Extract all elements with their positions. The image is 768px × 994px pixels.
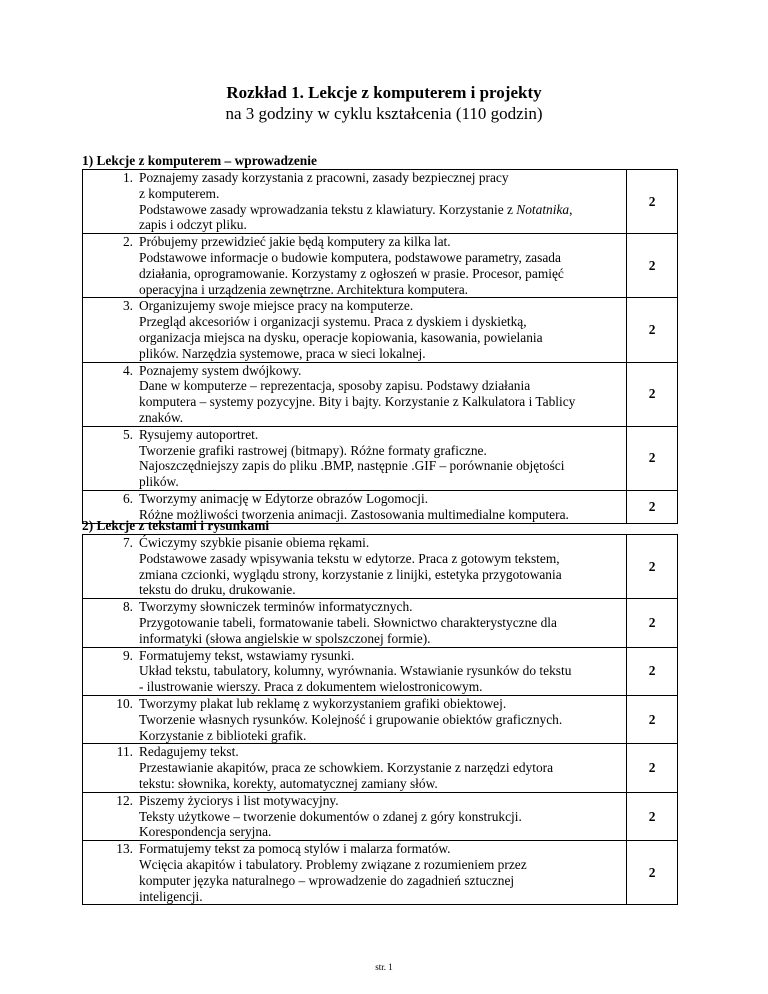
lesson-title: Formatujemy tekst za pomocą stylów i malarza formatów.: [139, 841, 451, 857]
lesson-row: [83, 792, 678, 840]
lesson-description: [83, 234, 627, 298]
lesson-description: [83, 695, 627, 743]
lesson-number: 4.: [122, 362, 133, 378]
lesson-hours: 2: [627, 841, 678, 905]
lesson-description: [83, 535, 627, 599]
lesson-text-part: Podstawowe zasady wprowadzania tekstu z klawiatury. Korzystanie z: [139, 201, 517, 217]
lesson-text-line: komputera – systemy pozycyjne. Bity i bajty. Korzystanie z Kalkulatora i Tablicy: [139, 394, 576, 410]
section-heading-1: 1) Lekcje z komputerem – wprowadzenie: [82, 153, 317, 168]
lesson-hours: 2: [627, 298, 678, 362]
lesson-hours: 2: [627, 490, 678, 523]
lesson-description: [83, 744, 627, 792]
lesson-text-line: inteligencji.: [139, 888, 203, 904]
lesson-row: [83, 647, 678, 695]
lesson-text-line: tekstu do druku, drukowanie.: [139, 582, 296, 598]
lesson-title: Tworzymy animację w Edytorze obrazów Logomocji.: [139, 490, 429, 506]
lesson-text-line: Wcięcia akapitów i tabulatory. Problemy związane z rozumieniem przez: [139, 856, 527, 872]
lesson-number: 8.: [122, 599, 133, 615]
lesson-description: [83, 298, 627, 362]
page-number: str. 1: [375, 962, 393, 972]
lesson-hours: 2: [627, 744, 678, 792]
lesson-text-line: tekstu: słownika, korekty, automatycznej zamiany słów.: [139, 775, 438, 791]
lesson-row: [83, 298, 678, 362]
lesson-text-line: [139, 202, 618, 218]
lesson-hours: 2: [627, 599, 678, 647]
title-line-1: Rozkład 1. Lekcje z komputerem i projekty: [226, 83, 542, 102]
lesson-text-line: Korespondencja seryjna.: [139, 824, 272, 840]
lesson-text-line: zmiana czcionki, wyglądu strony, korzystanie z linijki, estetyka przygotowania: [139, 566, 562, 582]
lesson-title: Organizujemy swoje miejsce pracy na komputerze.: [139, 298, 414, 314]
lesson-number: 9.: [122, 647, 133, 663]
lesson-text-line: plików. Narzędzia systemowe, praca w sieci lokalnej.: [139, 345, 426, 361]
lesson-number: 2.: [122, 234, 133, 250]
lesson-description: [83, 362, 627, 426]
lesson-number: 13.: [116, 841, 133, 857]
lesson-row: [83, 744, 678, 792]
lesson-hours: 2: [627, 362, 678, 426]
lesson-row: [83, 599, 678, 647]
lesson-text-line: Korzystanie z biblioteki grafik.: [139, 727, 307, 743]
lesson-text-part: ,: [569, 201, 573, 217]
lesson-text-line: organizacja miejsca na dysku, operacje kopiowania, kasowania, powielania: [139, 329, 543, 345]
lesson-text-line: - ilustrowanie wierszy. Praca z dokumentem wielostronicowym.: [139, 679, 483, 695]
section-heading-2: 2) Lekcje z tekstami i rysunkami: [82, 518, 270, 533]
lesson-hours: 2: [627, 695, 678, 743]
lesson-title: Ćwiczymy szybkie pisanie obiema rękami.: [139, 535, 370, 550]
lesson-row: [83, 362, 678, 426]
lesson-number: 7.: [122, 535, 133, 550]
lesson-text-line: działania, oprogramowanie. Korzystamy z ogłoszeń w prasie. Procesor, pamięć: [139, 265, 564, 281]
lessons-table-1: [82, 169, 678, 524]
lesson-description: [83, 792, 627, 840]
lesson-description: [83, 426, 627, 490]
lesson-hours: 2: [627, 647, 678, 695]
lesson-title: Piszemy życiorys i list motywacyjny.: [139, 792, 339, 808]
lesson-text-line: Przestawianie akapitów, praca ze schowkiem. Korzystanie z narzędzi edytora: [139, 760, 554, 776]
lesson-hours: 2: [627, 426, 678, 490]
lesson-description: [83, 170, 627, 234]
lesson-hours: 2: [627, 170, 678, 234]
lesson-title: Poznajemy system dwójkowy.: [139, 362, 302, 378]
lesson-text-line: Różne możliwości tworzenia animacji. Zastosowania multimedialne komputera.: [139, 506, 569, 522]
lesson-text-line: Tworzenie własnych rysunków. Kolejność i grupowanie obiektów graficznych.: [139, 711, 563, 727]
lesson-row: [83, 695, 678, 743]
lessons-table-2: [82, 534, 678, 905]
lesson-text-line: Dane w komputerze – reprezentacja, sposoby zapisu. Podstawy działania: [139, 378, 531, 394]
lesson-description: [83, 841, 627, 905]
lesson-title: Tworzymy słowniczek terminów informatycznych.: [139, 599, 413, 615]
lesson-text-line: Podstawowe zasady wpisywania tekstu w edytorze. Praca z gotowym tekstem,: [139, 550, 560, 566]
lesson-number: 5.: [122, 426, 133, 442]
lesson-number: 6.: [122, 490, 133, 506]
lesson-title: Tworzymy plakat lub reklamę z wykorzystaniem grafiki obiektowej.: [139, 695, 507, 711]
lesson-title: Rysujemy autoportret.: [139, 426, 259, 442]
lesson-number: 3.: [122, 298, 133, 314]
lesson-hours: 2: [627, 535, 678, 599]
lesson-description: [83, 647, 627, 695]
lesson-number: 10.: [116, 695, 133, 711]
lesson-row: [83, 841, 678, 905]
lesson-description: [83, 599, 627, 647]
lesson-text-line: Podstawowe informacje o budowie komputera, podstawowe parametry, zasada: [139, 249, 561, 265]
lesson-text-line: z komputerem.: [139, 185, 220, 201]
lesson-title: Redagujemy tekst.: [139, 744, 239, 760]
lesson-title: Próbujemy przewidzieć jakie będą komputery za kilka lat.: [139, 234, 451, 250]
lesson-text-line: operacyjna i urządzenia zewnętrzne. Architektura komputera.: [139, 281, 469, 297]
title-line-2: na 3 godziny w cyklu kształcenia (110 godzin): [225, 104, 543, 123]
lesson-row: [83, 170, 678, 234]
lesson-text-line: Układ tekstu, tabulatory, kolumny, wyrównania. Wstawianie rysunków do tekstu: [139, 663, 572, 679]
lesson-text-line: Teksty użytkowe – tworzenie dokumentów o zdanej z góry konstrukcji.: [139, 808, 522, 824]
lesson-number: 11.: [116, 744, 133, 760]
lesson-text-line: Tworzenie grafiki rastrowej (bitmapy). Różne formaty graficzne.: [139, 442, 487, 458]
lesson-number: 1.: [122, 170, 133, 185]
lesson-row: [83, 535, 678, 599]
lesson-text-line: plików.: [139, 474, 179, 490]
lesson-row: [83, 234, 678, 298]
lesson-title: Formatujemy tekst, wstawiamy rysunki.: [139, 647, 355, 663]
lesson-text-line: Przegląd akcesoriów i organizacji systemu. Praca z dyskiem i dyskietką,: [139, 314, 527, 330]
lesson-number: 12.: [116, 792, 133, 808]
lesson-text-line: znaków.: [139, 409, 184, 425]
lesson-hours: 2: [627, 792, 678, 840]
lesson-row: [83, 426, 678, 490]
lesson-text-line: informatyki (słowa angielskie w spolszczonej formie).: [139, 630, 431, 646]
lesson-text-line: komputer języka naturalnego – wprowadzenie do zagadnień sztucznej: [139, 872, 515, 888]
lesson-text-italic: Notatnika: [516, 201, 570, 217]
lesson-title: Poznajemy zasady korzystania z pracowni, zasady bezpiecznej pracy: [139, 170, 509, 185]
lesson-text-line: Najoszczędniejszy zapis do pliku .BMP, następnie .GIF – porównanie objętości: [139, 458, 565, 474]
document-title: [0, 82, 768, 124]
lesson-text-line: zapis i odczyt pliku.: [139, 217, 247, 233]
lesson-text-line: Przygotowanie tabeli, formatowanie tabeli. Słownictwo charakterystyczne dla: [139, 614, 557, 630]
lesson-hours: 2: [627, 234, 678, 298]
